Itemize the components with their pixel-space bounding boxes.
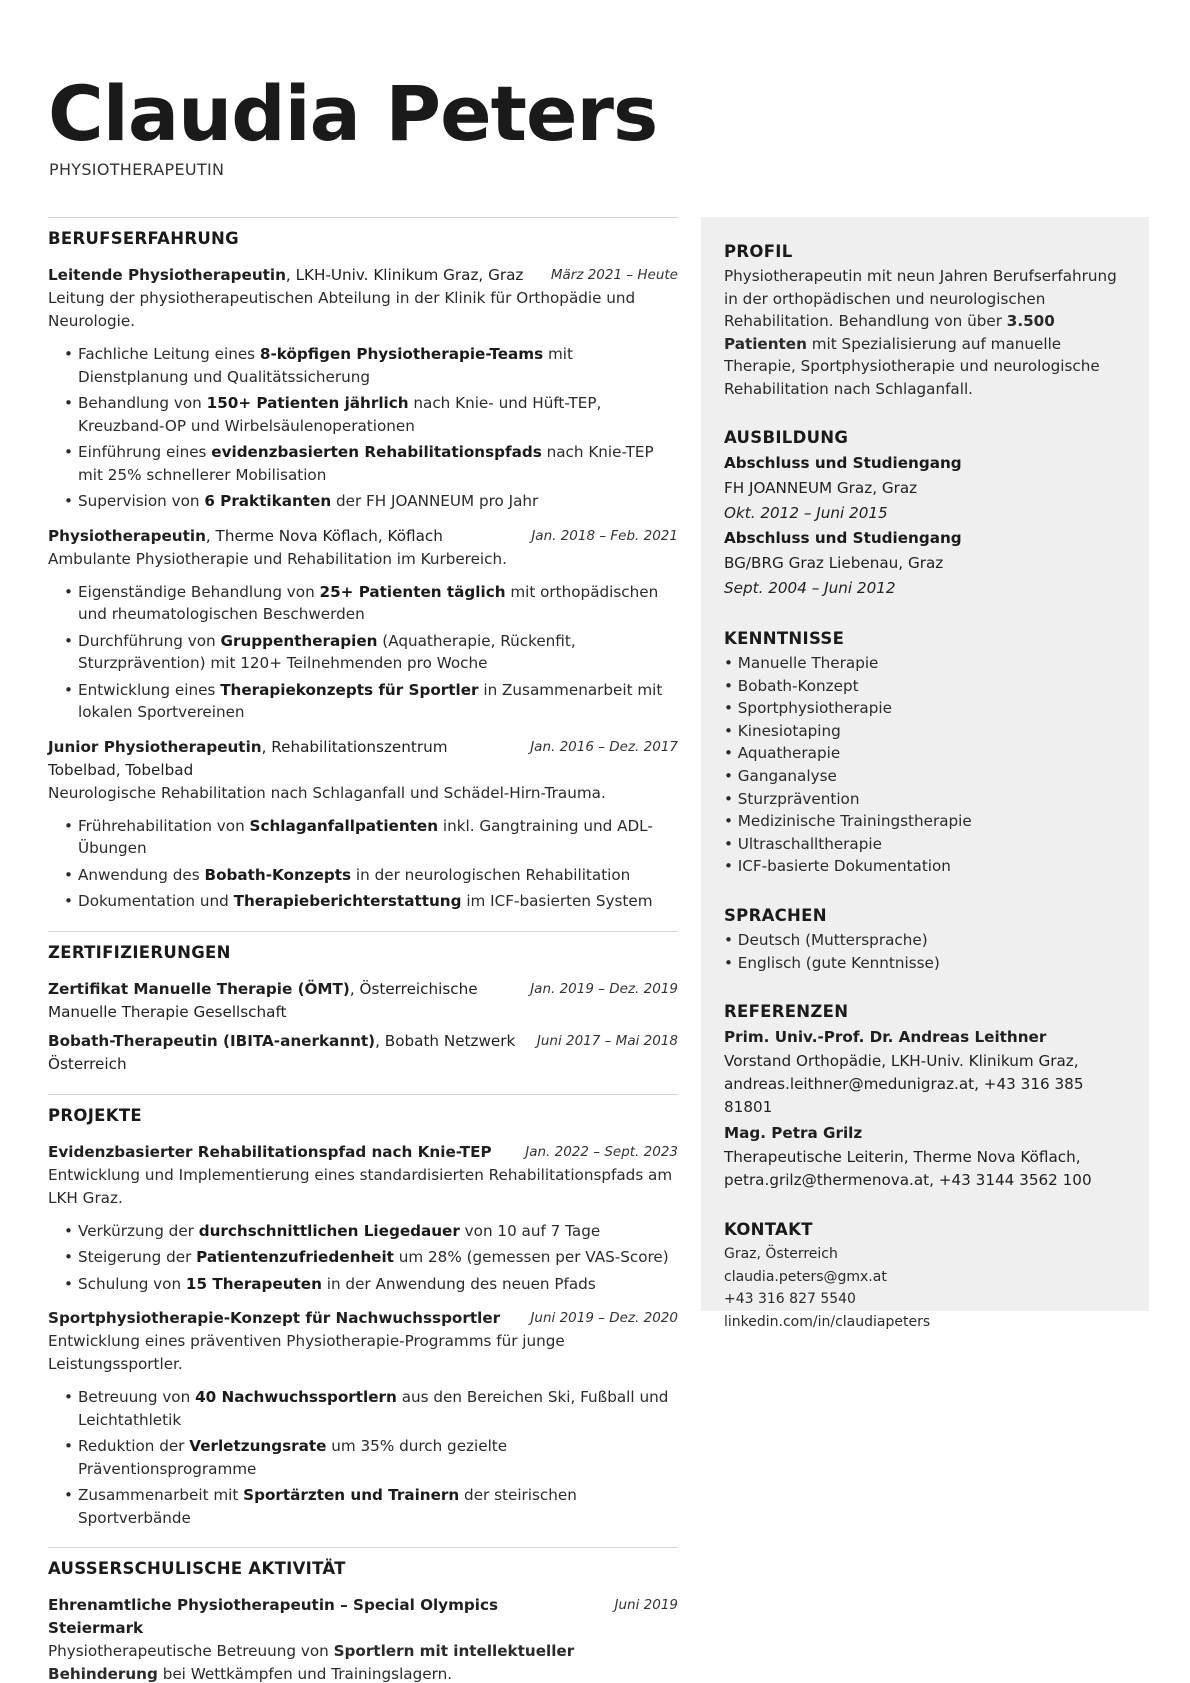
list-item: • Anwendung des Bobath-Konzepts in der neurologischen Rehabilitation [48,864,678,887]
activity-date: Juni 2019 [614,1597,678,1613]
project-title: Sportphysiotherapie-Konzept für Nachwuchssportler [48,1309,501,1327]
cert-date: Jan. 2019 – Dez. 2019 [530,980,678,997]
education-place: FH JOANNEUM Graz, Graz [724,479,918,497]
skill-item: • Sturzprävention [724,789,860,808]
project-entry [48,1307,678,1529]
job-role: Junior Physiotherapeutin [48,737,262,756]
contact-block [724,1220,1125,1333]
cv-name: Claudia Peters [48,69,658,158]
certifications-section [48,931,678,1076]
list-item: • Supervision von 6 Praktikanten der FH JOANNEUM pro Jahr [48,490,678,513]
list-item: • Dokumentation und Therapieberichterstattung im ICF-basierten System [48,890,678,913]
section-title: PROJEKTE [48,1105,142,1125]
education-place: BG/BRG Graz Liebenau, Graz [724,554,944,572]
activities-section [48,1547,678,1683]
cert-name: Bobath-Therapeutin (IBITA-anerkannt) [48,1031,376,1050]
section-title: KONTAKT [724,1220,813,1240]
list-item: • Frührehabilitation von Schlaganfallpatienten inkl. Gangtraining und ADL-Übungen [48,815,678,860]
education-degree: Abschluss und Studiengang [724,454,962,472]
contact-location: Graz, Österreich [724,1246,838,1263]
section-title: BERUFSERFAHRUNG [48,229,239,248]
job-description: Leitung der physiotherapeutischen Abteilung in der Klinik für Orthopädie und Neurologie. [48,289,636,330]
education-degree: Abschluss und Studiengang [724,529,962,547]
job-description: Ambulante Physiotherapie und Rehabilitation im Kurbereich. [48,549,507,568]
job-org: , LKH-Univ. Klinikum Graz, Graz [285,266,524,284]
education-date: Sept. 2004 – Juni 2012 [724,579,896,597]
project-description: Entwicklung und Implementierung eines standardisierten Rehabilitationspfads am LKH Graz. [48,1165,673,1207]
project-date: Juni 2019 – Dez. 2020 [530,1310,678,1326]
experience-entry [48,525,678,724]
job-org: , Therme Nova Köflach, Köflach [205,526,443,545]
skill-item: • Kinesiotaping [724,721,841,740]
projects-section [48,1094,678,1530]
education-date: Okt. 2012 – Juni 2015 [724,504,888,522]
languages-block [724,906,1125,974]
reference-name: Prim. Univ.-Prof. Dr. Andreas Leithner [724,1028,1047,1047]
job-date: Jan. 2018 – Feb. 2021 [531,527,678,544]
list-item: • Fachliche Leitung eines 8-köpfigen Physiotherapie-Teams mit Dienstplanung und Qualitätssicherung [48,343,678,388]
education-block [724,428,1125,601]
profile-text: Physiotherapeutin mit neun Jahren Berufserfahrung in der orthopädischen und neurologischen Rehabilitation. Behandlung von über 3.500 Patienten mit Spezialisierung auf manuelle Therapie, Sportphysiotherapie und neurologische Rehabilitation nach Schlaganfall. [724,267,1117,398]
section-title: ZERTIFIZIERUNGEN [48,942,231,962]
profile-block [724,242,1125,400]
education-item [724,526,1125,601]
list-item: • Schulung von 15 Therapeuten in der Anwendung des neuen Pfads [48,1273,678,1296]
section-title: KENNTNISSE [724,629,845,648]
list-item: • Zusammenarbeit mit Sportärzten und Trainern der steirischen Sportverbände [48,1484,678,1529]
list-item: • Behandlung von 150+ Patienten jährlich nach Knie- und Hüft-TEP, Kreuzband-OP und Wirbelsäulenoperationen [48,392,678,437]
skill-item: • Bobath-Konzept [724,676,859,695]
project-date: Jan. 2022 – Sept. 2023 [525,1143,678,1160]
contact-linkedin[interactable]: linkedin.com/in/claudiapeters [724,1313,931,1330]
sidebar [701,217,1149,1330]
skill-item: • Ultraschalltherapie [724,834,882,853]
list-item: • Betreuung von 40 Nachwuchssportlern aus den Bereichen Ski, Fußball und Leichtathletik [48,1386,678,1431]
skill-item: • Manuelle Therapie [724,654,879,672]
reference-details: Therapeutische Leiterin, Therme Nova Köflach, petra.grilz@thermenova.at, +43 3144 3562 100 [724,1148,1092,1190]
job-date: März 2021 – Heute [550,267,678,283]
section-title: AUSBILDUNG [724,428,849,447]
cert-org: , Österreichische Manuelle Therapie Gesellschaft [48,979,478,1021]
section-title: SPRACHEN [724,905,827,925]
experience-entry [48,736,678,913]
cert-name: Zertifikat Manuelle Therapie (ÖMT) [48,979,350,998]
experience-entry [48,264,678,513]
activity-title: Ehrenamtliche Physiotherapeutin – Special Olympics Steiermark [48,1596,499,1637]
main-column [48,217,678,1683]
project-entry [48,1141,678,1296]
activity-description: Physiotherapeutische Betreuung von Sportlern mit intellektueller Behinderung bei Wettkämpfen und Trainingslagern. [48,1642,575,1683]
cv-subtitle: PHYSIOTHERAPEUTIN [49,160,225,179]
references-block [724,1002,1125,1192]
section-title: REFERENZEN [724,1002,849,1022]
skill-item: • Sportphysiotherapie [724,699,892,718]
list-item: • Entwicklung eines Therapiekonzepts für Sportler in Zusammenarbeit mit lokalen Sportvereinen [48,679,678,724]
skill-item: • ICF-basierte Dokumentation [724,857,951,876]
education-item [724,451,1125,526]
cert-org: , Bobath Netzwerk Österreich [48,1031,516,1073]
skill-item: • Aquatherapie [724,744,841,763]
skills-block [724,629,1125,878]
list-item: • Steigerung der Patientenzufriedenheit um 28% (gemessen per VAS-Score) [48,1246,678,1269]
job-description: Neurologische Rehabilitation nach Schlaganfall und Schädel-Hirn-Trauma. [48,783,606,802]
list-item: • Einführung eines evidenzbasierten Rehabilitationspfads nach Knie-TEP mit 25% schnellerer Mobilisation [48,441,678,486]
project-description: Entwicklung eines präventiven Physiotherapie-Programms für junge Leistungssportler. [48,1332,565,1373]
language-item: • Englisch (gute Kenntnisse) [724,953,940,972]
contact-phone[interactable]: +43 316 827 5540 [724,1291,856,1308]
section-title: AUSSERSCHULISCHE AKTIVITÄT [48,1559,346,1578]
job-org: , Rehabilitationszentrum Tobelbad, Tobelbad [48,737,448,779]
activity-entry [48,1594,678,1683]
certification-entry [48,1030,678,1076]
list-item: • Durchführung von Gruppentherapien (Aquatherapie, Rückenfit, Sturzprävention) mit 120+ Teilnehmenden pro Woche [48,630,678,675]
cert-date: Juni 2017 – Mai 2018 [536,1032,678,1049]
project-title: Evidenzbasierter Rehabilitationspfad nach Knie-TEP [48,1142,492,1161]
section-title: PROFIL [724,242,793,261]
experience-section [48,217,678,913]
job-role: Physiotherapeutin [48,526,206,545]
reference-details: Vorstand Orthopädie, LKH-Univ. Klinikum Graz, andreas.leithner@medunigraz.at, +43 316 385 81801 [724,1052,1084,1117]
contact-email[interactable]: claudia.peters@gmx.at [724,1268,887,1285]
job-role: Leitende Physiotherapeutin [48,266,286,284]
certification-entry [48,978,678,1024]
skill-item: • Medizinische Trainingstherapie [724,812,972,831]
list-item: • Eigenständige Behandlung von 25+ Patienten täglich mit orthopädischen und rheumatologischen Beschwerden [48,581,678,626]
language-item: • Deutsch (Muttersprache) [724,930,928,949]
list-item: • Verkürzung der durchschnittlichen Liegedauer von 10 auf 7 Tage [48,1220,678,1243]
reference-name: Mag. Petra Grilz [724,1124,863,1143]
job-date: Jan. 2016 – Dez. 2017 [530,738,678,755]
list-item: • Reduktion der Verletzungsrate um 35% durch gezielte Präventionsprogramme [48,1435,678,1480]
skill-item: • Ganganalyse [724,766,837,785]
